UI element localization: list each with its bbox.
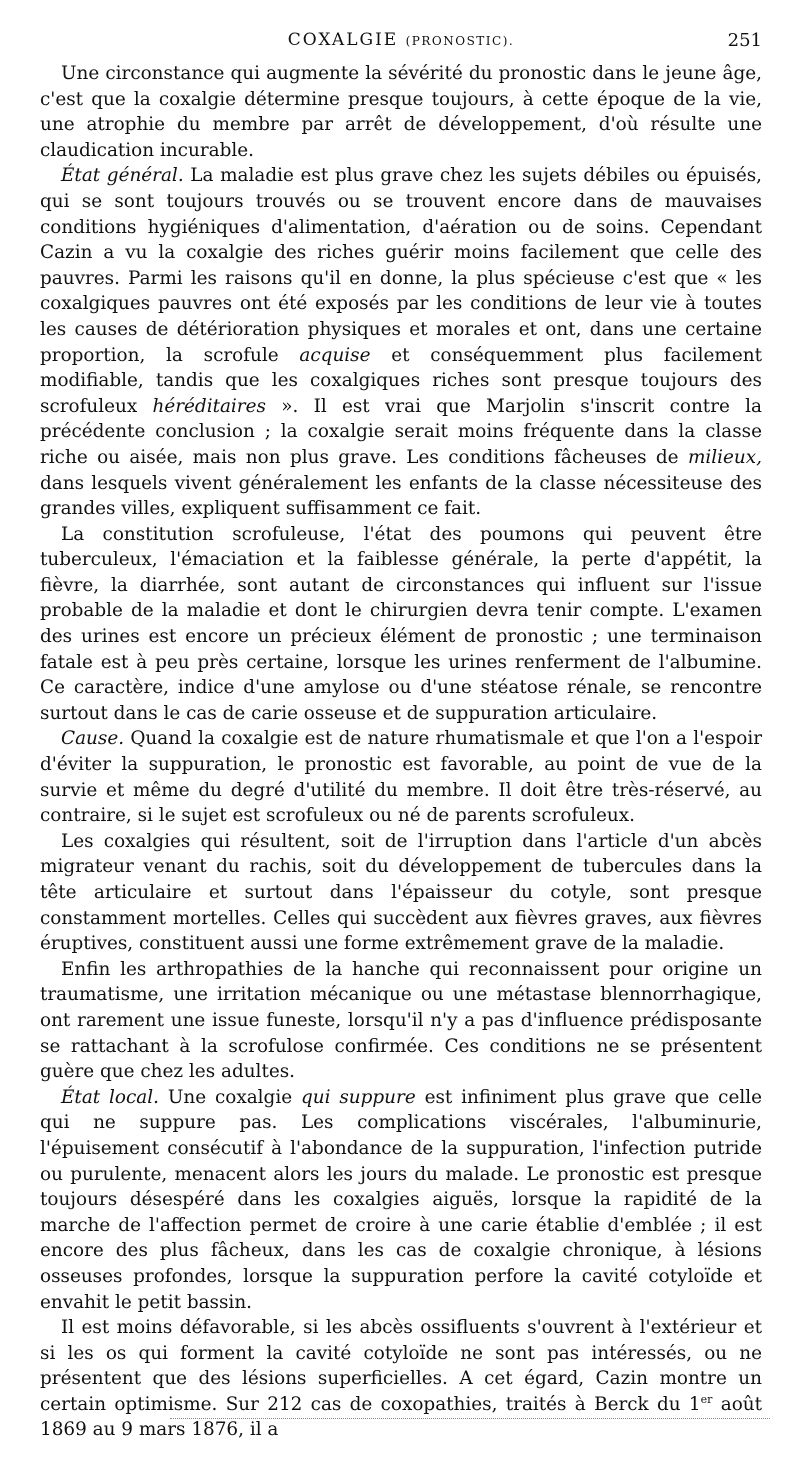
paragraph-text: dans lesquels vivent généralement les enfants de la classe nécessiteuse des grandes villes, expliquent suffisamment ce fait. [40,472,762,520]
paragraph-abces-ossifluents [40,1315,762,1443]
section-lead-cause: Cause. [61,728,125,750]
paragraph-text: Quand la coxalgie est de nature rhumatismale et que l'on a l'espoir d'éviter la suppuration, le pronostic est favorable, au point de vue de la survie et même du degré d'utilité du membre. Il doit être très-réservé, au contraire, si le sujet est scrofuleux ou né de parents scrofuleux. [40,728,762,827]
running-title [40,30,762,50]
page-number: 251 [727,30,762,51]
paragraph-etat-general [40,163,762,521]
running-title-subtitle: (PRONOSTIC). [405,34,515,48]
section-lead-etat-local: État local. [61,1086,159,1108]
paragraph-text: Il est moins défavorable, si les abcès ossifluents s'ouvrent à l'extérieur et si les os qui forment la cavité cotyloïde ne sont pas intéressés, ou ne présentent que des lésions superficielles. A cet égard, Cazin montre un certain optimisme. Sur 212 cas de coxopathies, traités à Berck du 1 [40,1317,762,1415]
paragraph-text: La maladie est plus grave chez les sujets débiles ou épuisés, qui se sont toujours trouvés ou se trouvent encore dans de mauvaises conditions hygiéniques d'alimentation, d'aération ou de soins. Cependant Cazin a vu la coxalgie des riches guérir moins facilement que celle des pauvres. Parmi les raisons qu'il en donne, la plus spécieuse c'est que « les coxalgiques pauvres ont été exposés par les conditions de leur vie à toutes les causes de détérioration physiques et morales et ont, dans une certaine proportion, la scrofule [40,165,762,366]
paragraph-text: et conséquemment plus facilement modifiable, tandis que les coxalgiques riches sont presque toujours des scrofuleux [40,344,762,417]
superscript-text: er [700,1392,713,1406]
paragraph-cause [40,726,762,828]
paragraph-etat-local [40,1085,762,1315]
paragraph-arthropathies [40,957,762,1085]
paragraph-abces-migrateur [40,829,762,957]
footer-dotted-rule [170,1418,770,1419]
emphasis-text: héréditaires [152,395,266,417]
emphasis-text: qui suppure [300,1086,416,1108]
paragraph-text: Une coxalgie [159,1086,301,1108]
page-body [40,61,762,1443]
paragraph-text: août 1869 au 9 mars 1876, il a [40,1393,762,1441]
paragraph-text: Les coxalgies qui résultent, soit de l'irruption dans l'article d'un abcès migrateur venant du rachis, soit du développement de tubercules dans la tête articulaire et surtout dans l'épaisseur du cotyle, sont presque constamment mortelles. Celles qui succèdent aux fièvres graves, aux fièvres éruptives, constituent aussi une forme extrêmement grave de la maladie. [40,830,762,955]
running-title-main: COXALGIE [287,30,399,50]
emphasis-text: milieux, [687,446,762,468]
paragraph-text: ». Il est vrai que Marjolin s'inscrit contre la précédente conclusion ; la coxalgie serait moins fréquente dans la classe riche ou aisée, mais non plus grave. Les conditions fâcheuses de [40,395,762,468]
paragraph-text: La constitution scrofuleuse, l'état des poumons qui peuvent être tuberculeux, l'émaciation et la faiblesse générale, la perte d'appétit, la fièvre, la diarrhée, sont autant de circonstances qui influent sur l'issue probable de la maladie et dont le chirurgien devra tenir compte. L'examen des urines est encore un précieux élément de pronostic ; une terminaison fatale est à peu près certaine, lorsque les urines renferment de l'albumine. Ce caractère, indice d'une amylose ou d'une stéatose rénale, se rencontre surtout dans le cas de carie osseuse et de suppuration articulaire. [40,523,762,724]
paragraph-text: est infiniment plus grave que celle qui ne suppure pas. Les complications viscérales, l'albuminurie, l'épuisement consécutif à l'abondance de la suppuration, l'infection putride ou purulente, menacent alors les jours du malade. Le pronostic est presque toujours désespéré dans les coxalgies aiguës, lorsque la rapidité de la marche de l'affection permet de croire à une carie établie d'emblée ; il est encore des plus fâcheux, dans les cas de coxalgie chronique, à lésions osseuses profondes, lorsque la suppuration perfore la cavité cotyloïde et envahit le petit bassin. [40,1086,762,1313]
section-lead-etat-general: État général. [61,165,184,187]
paragraph-text: Enfin les arthropathies de la hanche qui reconnaissent pour origine un traumatisme, une irritation mécanique ou une métastase blennorrhagique, ont rarement une issue funeste, lorsqu'il n'y a pas d'influence prédisposante se rattachant à la scrofulose confirmée. Ces conditions ne se présentent guère que chez les adultes. [40,958,762,1083]
page-header [40,30,762,58]
paragraph-atrophy [40,61,762,163]
paragraph-constitution [40,522,762,727]
paragraph-text: Une circonstance qui augmente la sévérité du pronostic dans le jeune âge, c'est que la coxalgie détermine presque toujours, à cette époque de la vie, une atrophie du membre par arrêt de développement, d'où résulte une claudication incurable. [40,63,762,161]
emphasis-text: acquise [299,344,371,366]
